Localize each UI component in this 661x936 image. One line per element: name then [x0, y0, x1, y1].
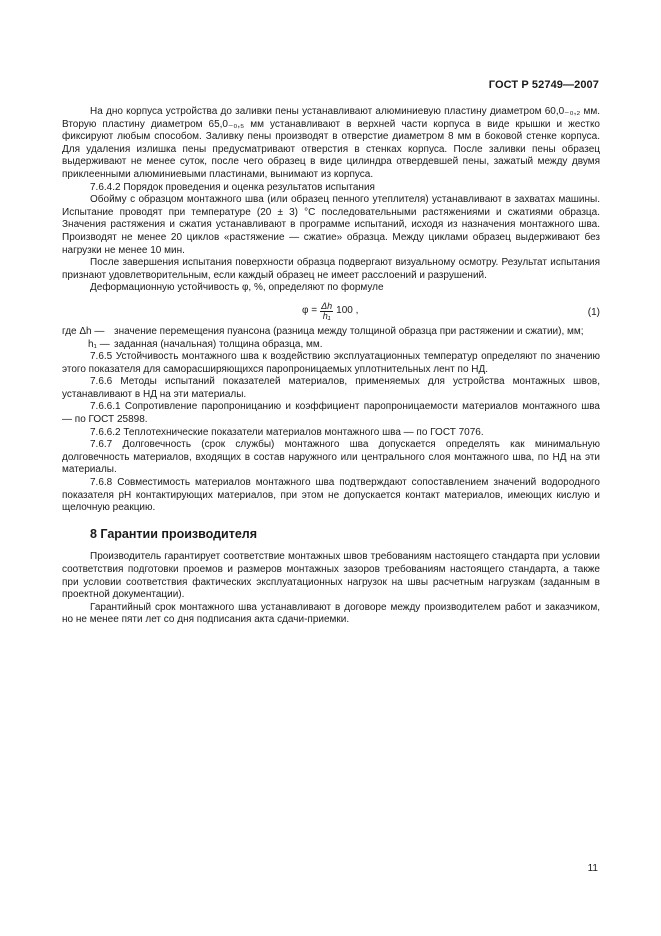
formula-factor: 100 ,: [336, 305, 359, 317]
where-label: где Δh —: [62, 325, 105, 337]
paragraph: Обойму с образцом монтажного шва (или образец пенного утеплителя) устанавливают в захватах машины. Испытание проводят при температуре (20 ± 3) °С последовательными растяжениями и сжатиями образца. Значения растяжения и сжатия устанавливают в программе испытаний, исходя из назначения монтажного шва. Производят не менее 20 циклов «растяжение — сжатие» образца. Между циклами образец выдерживают без нагрузки не менее 10 мин.: [62, 194, 600, 256]
where-row: [62, 339, 600, 352]
formula-denominator: h₁: [322, 310, 331, 321]
paragraph: Производитель гарантирует соответствие монтажных швов требованиям настоящего стандарта при условии соответствия подготовки проемов и размеров монтажных зазоров требованиям настоящего стандарта, а также при условии соответствия фактических эксплуатационных нагрузок на швы расчетным нагрузкам (заданным в проектной документации).: [62, 551, 600, 601]
paragraph: 7.6.7 Долговечность (срок службы) монтажного шва допускается определять как минимальную долговечность материалов, входящих в состав наружного или центрального слоя монтажного шва, по НД на эти материалы.: [62, 439, 600, 476]
paragraph: Гарантийный срок монтажного шва устанавливают в договоре между производителем работ и заказчиком, но не менее пяти лет со дня подписания акта сдачи-приемки.: [62, 601, 600, 626]
paragraph: 7.6.8 Совместимость материалов монтажного шва подтверждают сопоставлением значений водородного показателя рН контактирующих материалов, при этом не допускается контакт материалов, имеющих кислую и щелочную реакцию.: [62, 477, 600, 514]
paragraph: На дно корпуса устройства до заливки пены устанавливают алюминиевую пластину диаметром 60,0₋₀,₂ мм. Вторую пластину диаметром 65,0₋₀,₅ мм устанавливают в верхней части корпуса в виде крышки и жестко фиксируют любым способом. Заливку пены производят в отверстие диаметром 8 мм в боковой стенке корпуса. Для удаления излишка пены предусматривают отверстия в стенках корпуса. После заливки пены образец выдерживают не менее суток, после чего образец в виде цилиндра отвердевшей пены, зажатый между двумя приклеенными алюминиевыми пластинами, вынимают из корпуса.: [62, 106, 600, 180]
page-number: 11: [587, 863, 598, 874]
where-text: заданная (начальная) толщина образца, мм.: [114, 338, 323, 350]
paragraph: 7.6.5 Устойчивость монтажного шва к воздействию эксплуатационных температур определяют по значению этого показателя для саморасширяющихся паропроницаемых уплотнительных лент по НД.: [62, 351, 600, 375]
paragraph: 7.6.6.1 Сопротивление паропроницанию и коэффициент паропроницаемости материалов монтажного шва — по ГОСТ 25898.: [62, 401, 600, 426]
where-label: h₁ —: [88, 338, 110, 350]
paragraph: 7.6.6 Методы испытаний показателей материалов, применяемых для устройства монтажных швов, устанавливают в НД на эти материалы.: [62, 376, 600, 400]
formula-number: (1): [587, 306, 600, 318]
where-block: [62, 326, 600, 351]
section-heading: 8 Гарантии производителя: [90, 526, 258, 541]
where-text: значение перемещения пуансона (разница между толщиной образца при растяжении и сжатии), мм;: [114, 325, 584, 337]
formula-fraction: [320, 302, 333, 321]
where-row: [62, 326, 600, 339]
paragraph: 7.6.6.2 Теплотехнические показатели материалов монтажного шва — по ГОСТ 7076.: [90, 426, 484, 438]
document-header: ГОСТ Р 52749—2007: [488, 79, 599, 91]
formula-block: [62, 298, 600, 324]
formula-numerator: Δh: [321, 300, 333, 311]
paragraph: После завершения испытания поверхности образца подвергают визуальному осмотру. Результат испытания признают удовлетворительным, если каждый образец не имеет расслоений и разрушений.: [62, 257, 600, 281]
subclause-heading: 7.6.4.2 Порядок проведения и оценка результатов испытания: [90, 181, 375, 193]
formula: [302, 302, 358, 321]
body-text: [62, 106, 600, 627]
paragraph: Деформационную устойчивость φ, %, определяют по формуле: [90, 282, 384, 294]
formula-lhs: φ =: [302, 305, 318, 317]
